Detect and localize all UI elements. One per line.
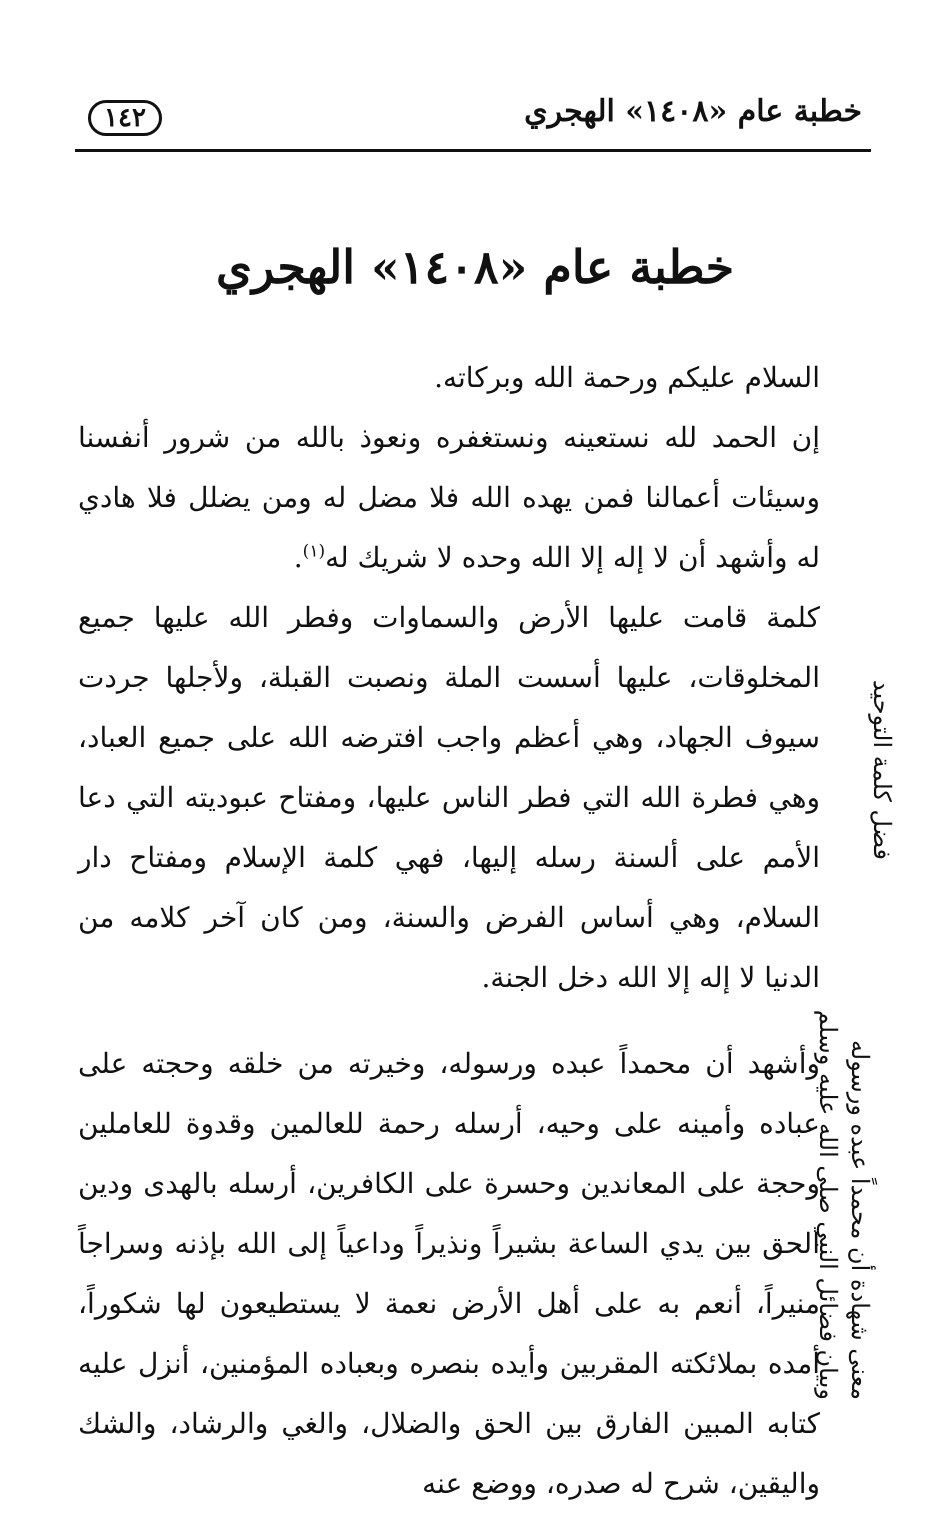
- margin-note-tawhid: فضل كلمة التوحيد: [868, 679, 896, 860]
- opening-text: إن الحمد لله نستعينه ونستغفره ونعوذ بالله من شرور أنفسنا وسيئات أعمالنا فمن يهده الله فلا مضل له ومن يضلل فلا هادي له وأشهد أن لا إله إلا الله وحده لا شريك له: [78, 421, 820, 574]
- greeting-text: السلام عليكم ورحمة الله وبركاته.: [434, 361, 820, 394]
- tawhid-paragraph: كلمة قامت عليها الأرض والسماوات وفطر الله عليها جميع المخلوقات، عليها أسست الملة ونصبت القبلة، ولأجلها جردت سيوف الجهاد، وهي أعظم واجب افترضه الله على جميع العباد، وهي فطرة الله التي فطر الناس عليها، ومفتاح عبوديته التي دعا الأمم على ألسنة رسله إليها، فهي كلمة الإسلام ومفتاح دار السلام، وهي أساس الفرض والسنة، ومن كان آخر كلامه من الدنيا لا إله إلا الله دخل الجنة.: [78, 601, 820, 994]
- paragraph-gap: [78, 1008, 820, 1034]
- page-number: ١٤٢: [88, 100, 162, 136]
- running-header: خطبة عام «١٤٠٨» الهجري: [524, 94, 862, 129]
- margin-note-virtues: وبيان فضائل النبي صلى الله عليه وسلم: [814, 1009, 842, 1400]
- body-text: [78, 348, 820, 1514]
- greeting: [78, 348, 820, 408]
- opening-paragraph: إن الحمد لله نستعينه ونستغفره ونعوذ بالله من شرور أنفسنا وسيئات أعمالنا فمن يهده الله فلا مضل له ومن يضلل فلا هادي له وأشهد أن لا إله إلا الله وحده لا شريك له$^{(١)}$.: [78, 421, 820, 574]
- header-rule: [75, 149, 871, 152]
- footnote-marker: (١): [302, 541, 326, 562]
- shahada-paragraph: وأشهد أن محمداً عبده ورسوله، وخيرته من خلقه وحجته على عباده وأمينه على وحيه، أرسله رحمة للعالمين وقدوة للعاملين وحجة على المعاندين وحسرة على الكافرين، أرسله بالهدى ودين الحق بين يدي الساعة بشيراً ونذيراً وداعياً إلى الله بإذنه وسراجاً منيراً، أنعم به على أهل الأرض نعمة لا يستطيعون لها شكوراً، أمده بملائكته المقربين وأيده بنصره وبعباده المؤمنين، أنزل عليه كتابه المبين الفارق بين الحق والضلال، والغي والرشاد، والشك واليقين، شرح له صدره، ووضع عنه: [78, 1047, 820, 1500]
- margin-note-shahada: معنى شهادة أن محمداً عبده ورسوله: [846, 1040, 874, 1400]
- chapter-title: خطبة عام «١٤٠٨» الهجري: [215, 240, 735, 294]
